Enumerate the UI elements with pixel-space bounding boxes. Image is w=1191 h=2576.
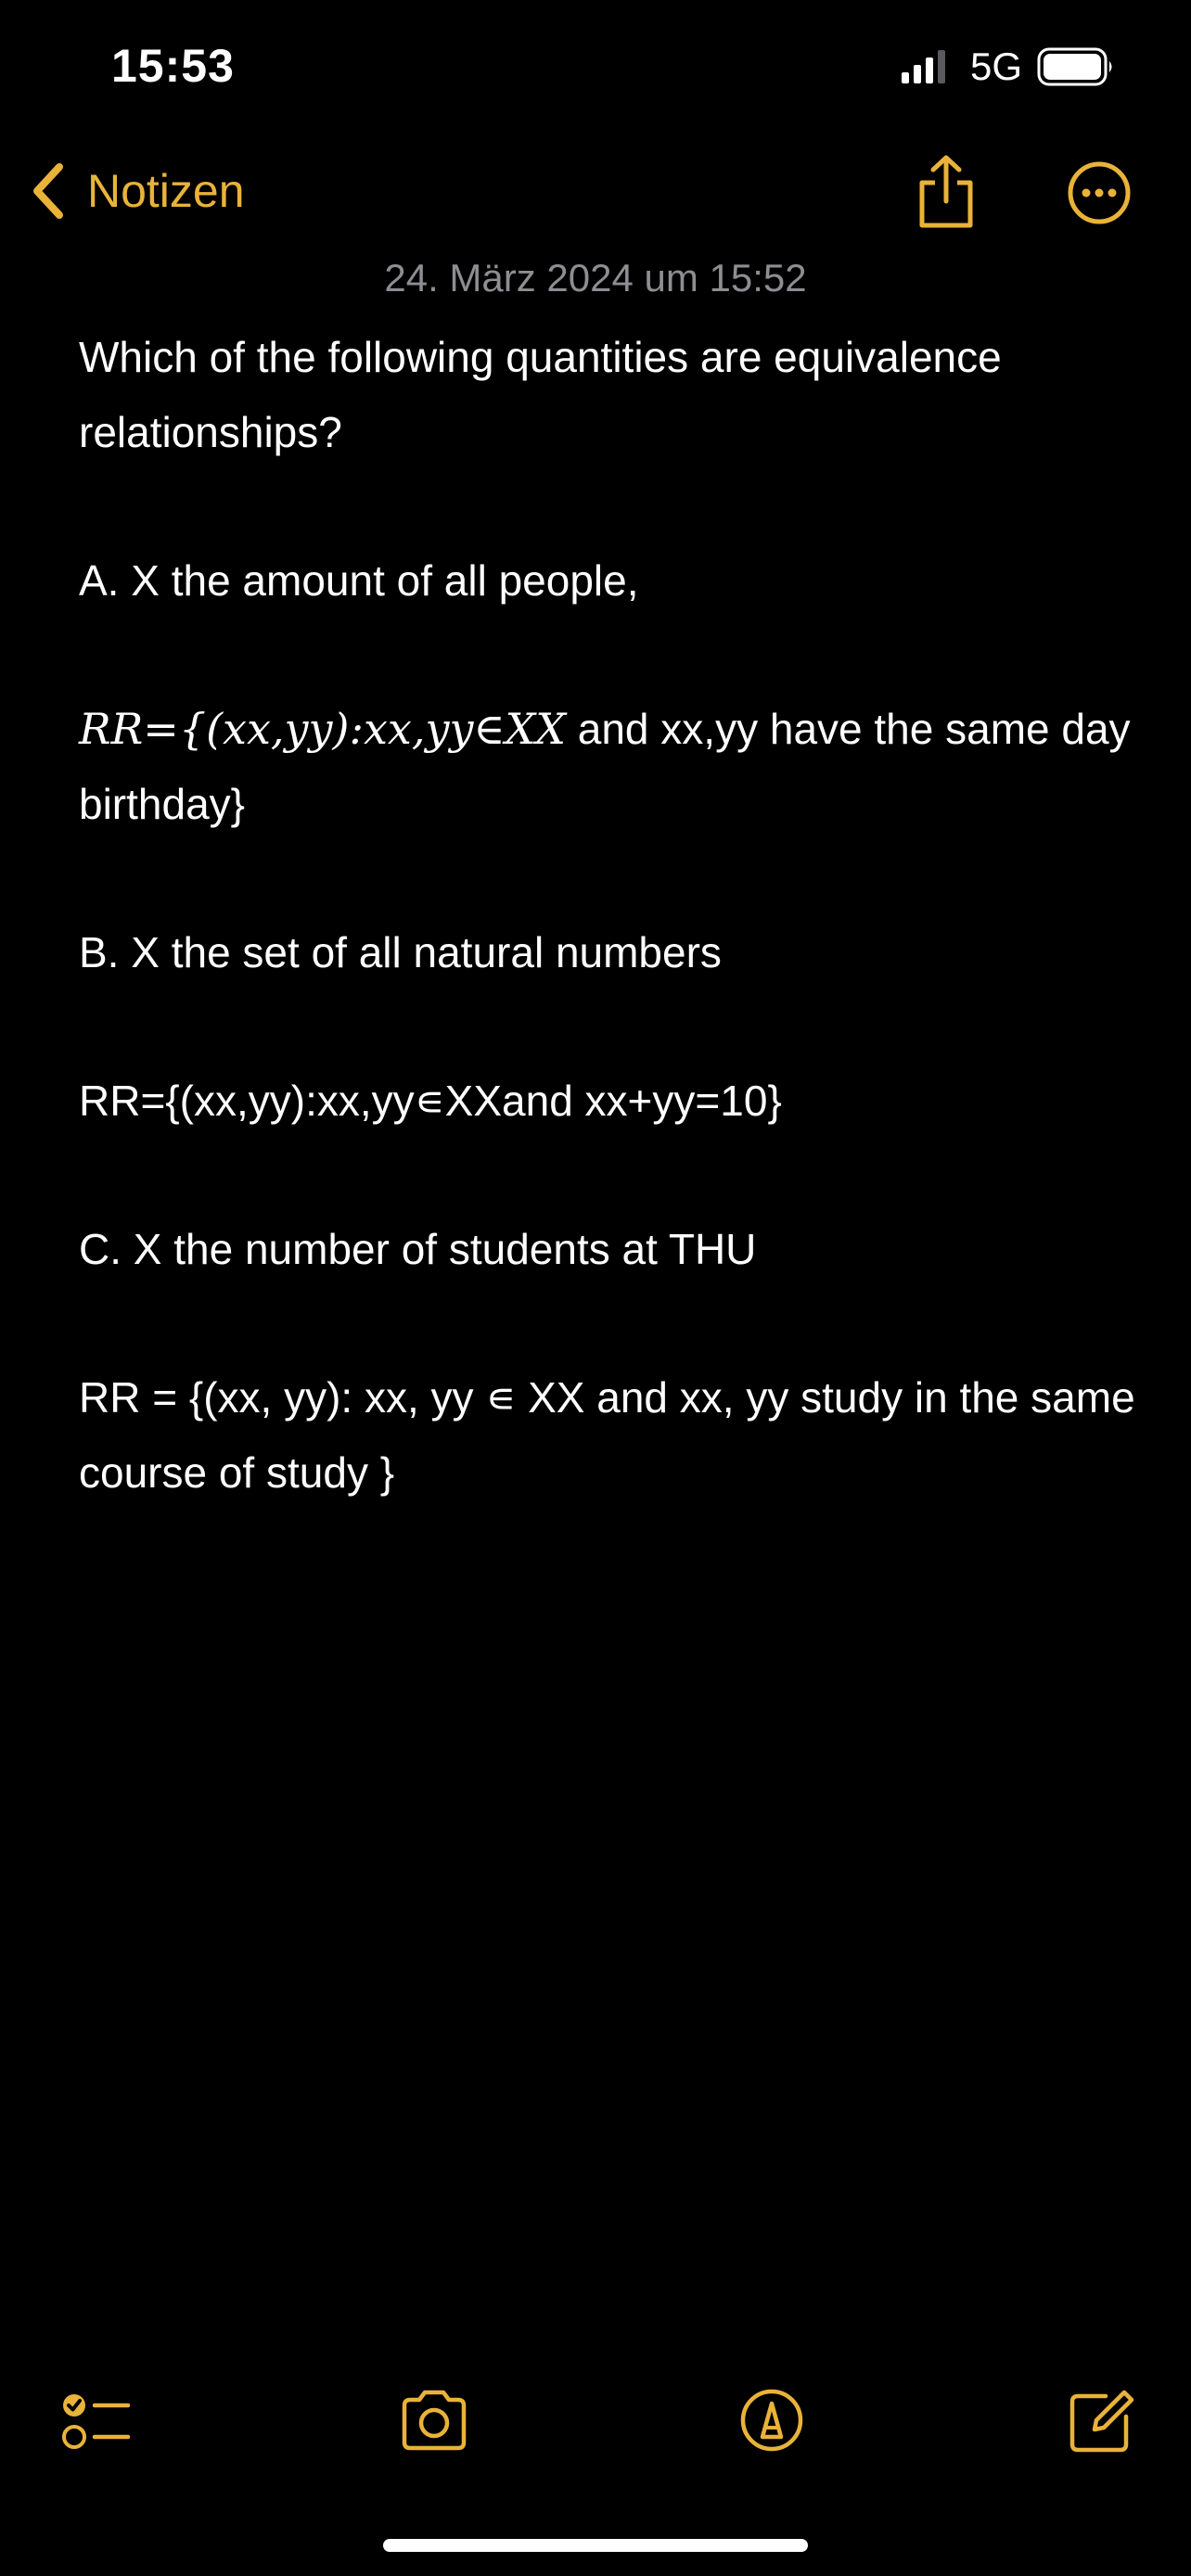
option-a: A. X the amount of all people,: [79, 556, 639, 605]
relation-c: RR = {(xx, yy): xx, yy ∊ XX and xx, yy study in the same course of study }: [79, 1373, 1135, 1497]
option-b: B. X the set of all natural numbers: [79, 928, 722, 976]
note-body[interactable]: [79, 320, 1146, 1511]
network-label: 5G: [970, 45, 1023, 88]
option-c: C. X the number of students at THU: [79, 1225, 757, 1273]
relation-b: RR={(xx,yy):xx,yy∊XXand xx+yy=10}: [79, 1077, 782, 1125]
chevron-left-icon: [28, 161, 69, 221]
home-indicator[interactable]: [383, 2539, 808, 2552]
markup-icon[interactable]: [735, 2383, 809, 2457]
signal-icon: [902, 48, 946, 85]
relation-a-math: RR={(xx,yy):xx,yy∈XX: [79, 704, 566, 754]
more-icon[interactable]: [1067, 160, 1132, 225]
note-date: 24. März 2024 um 15:52: [384, 256, 807, 300]
checklist-icon[interactable]: [58, 2383, 132, 2457]
relation-a: [79, 692, 1146, 842]
share-icon[interactable]: [913, 153, 980, 231]
compose-icon[interactable]: [1063, 2383, 1137, 2457]
status-time: 15:53: [111, 40, 235, 92]
battery-icon: [1037, 46, 1115, 87]
back-label: Notizen: [87, 165, 245, 217]
back-button[interactable]: [28, 158, 245, 224]
camera-icon[interactable]: [397, 2383, 471, 2457]
relation-a-text: and xx,yy have the same day birthday}: [79, 705, 1131, 828]
question-text: Which of the following quantities are equivalence relationships?: [79, 333, 1002, 456]
